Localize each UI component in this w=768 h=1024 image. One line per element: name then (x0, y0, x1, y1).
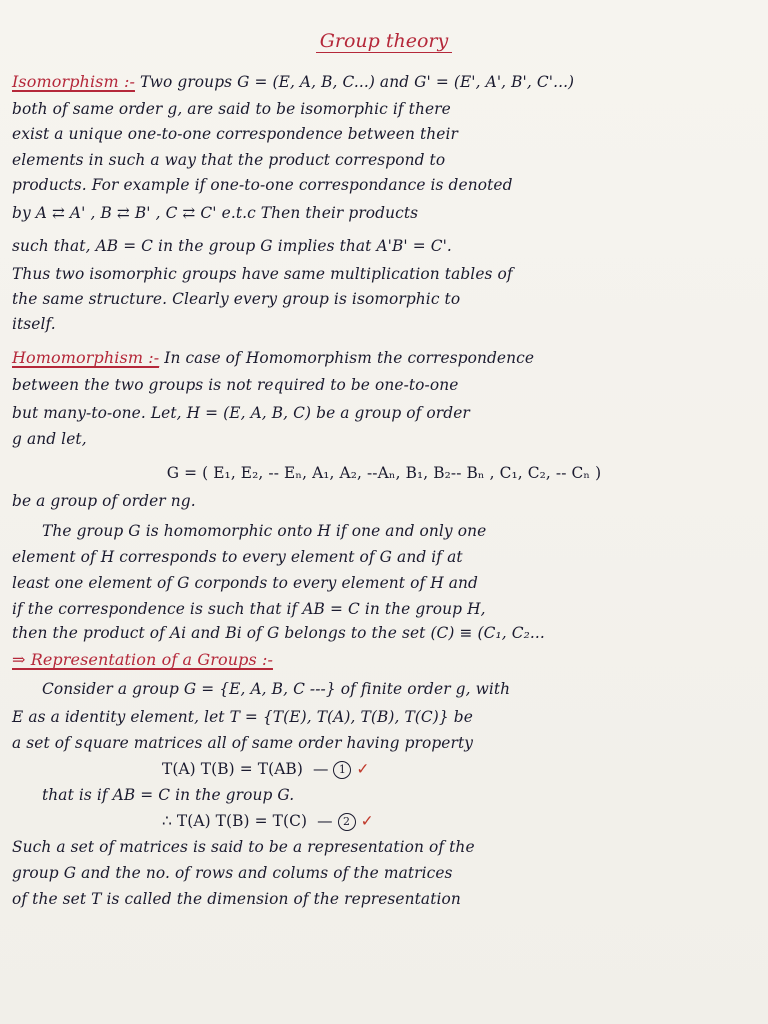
homomorphism-line-4: g and let, (12, 430, 87, 448)
representation-line-5: that is if AB = C in the group G. (42, 786, 295, 804)
isomorphism-line-6: by A ⇄ A' , B ⇄ B' , C ⇄ C' e.t.c Then their products (12, 204, 419, 222)
homomorphism-group-definition: G = ( E₁, E₂, -- Eₙ, A₁, A₂, --Aₙ, B₁, B₂-- Bₙ , C₁, C₂, -- Cₙ ) (166, 464, 602, 482)
homomorphism-line-11: then the product of Ai and Bi of G belongs to the set (C) ≡ (C₁, C₂... (12, 624, 545, 642)
representation-line-1: Consider a group G = {E, A, B, C ---} of finite order g, with (42, 680, 511, 698)
homomorphism-line-10: if the correspondence is such that if AB = C in the group H, (12, 600, 486, 618)
homomorphism-line-3: but many-to-one. Let, H = (E, A, B, C) be a group of order (12, 404, 470, 422)
check-mark-icon: ✓ (356, 760, 370, 778)
representation-line-8: group G and the no. of rows and colums of the matrices (12, 864, 453, 882)
page-title: Group theory (0, 30, 768, 52)
homomorphism-line-1: Homomorphism :- In case of Homomorphism the correspondence (12, 348, 535, 367)
homomorphism-heading: Homomorphism :- (12, 348, 160, 367)
homomorphism-line-8: element of H corresponds to every element of G and if at (12, 548, 463, 566)
homomorphism-line-2: between the two groups is not required to be one-to-one (12, 376, 459, 394)
homomorphism-line-9: least one element of G corponds to every element of H and (12, 574, 478, 592)
isomorphism-line-1: Isomorphism :- Two groups G = (E, A, B, C...) and G' = (E', A', B', C'...) (12, 72, 575, 91)
representation-line-9: of the set T is called the dimension of the representation (12, 890, 461, 908)
isomorphism-heading: Isomorphism :- (12, 72, 135, 91)
isomorphism-line-7: such that, AB = C in the group G implies that A'B' = C'. (12, 237, 452, 255)
homomorphism-line-6: be a group of order ng. (12, 492, 196, 510)
representation-equation-2: ∴ T(A) T(B) = T(C) — 2 ✓ (162, 812, 374, 830)
isomorphism-line-10: itself. (12, 315, 56, 333)
isomorphism-line-8: Thus two isomorphic groups have same multiplication tables of (12, 265, 513, 283)
representation-line-2: E as a identity element, let T = {T(E), T(A), T(B), T(C)} be (12, 708, 473, 726)
representation-line-3: a set of square matrices all of same order having property (12, 734, 474, 752)
homomorphism-line-7: The group G is homomorphic onto H if one and only one (42, 522, 487, 540)
isomorphism-line-3: exist a unique one-to-one correspondence between their (12, 125, 458, 143)
representation-line-7: Such a set of matrices is said to be a representation of the (12, 838, 475, 856)
isomorphism-line-2: both of same order g, are said to be isomorphic if there (12, 100, 451, 118)
equation-number-2: 2 (338, 813, 356, 831)
isomorphism-line-5: products. For example if one-to-one correspondance is denoted (12, 176, 513, 194)
isomorphism-line-4: elements in such a way that the product correspond to (12, 151, 446, 169)
check-mark-icon: ✓ (360, 812, 374, 830)
representation-equation-1: T(A) T(B) = T(AB) — 1 ✓ (162, 760, 370, 778)
representation-heading: ⇒ Representation of a Groups :- (12, 650, 273, 669)
isomorphism-line-9: the same structure. Clearly every group is isomorphic to (12, 290, 461, 308)
equation-number-1: 1 (333, 761, 351, 779)
